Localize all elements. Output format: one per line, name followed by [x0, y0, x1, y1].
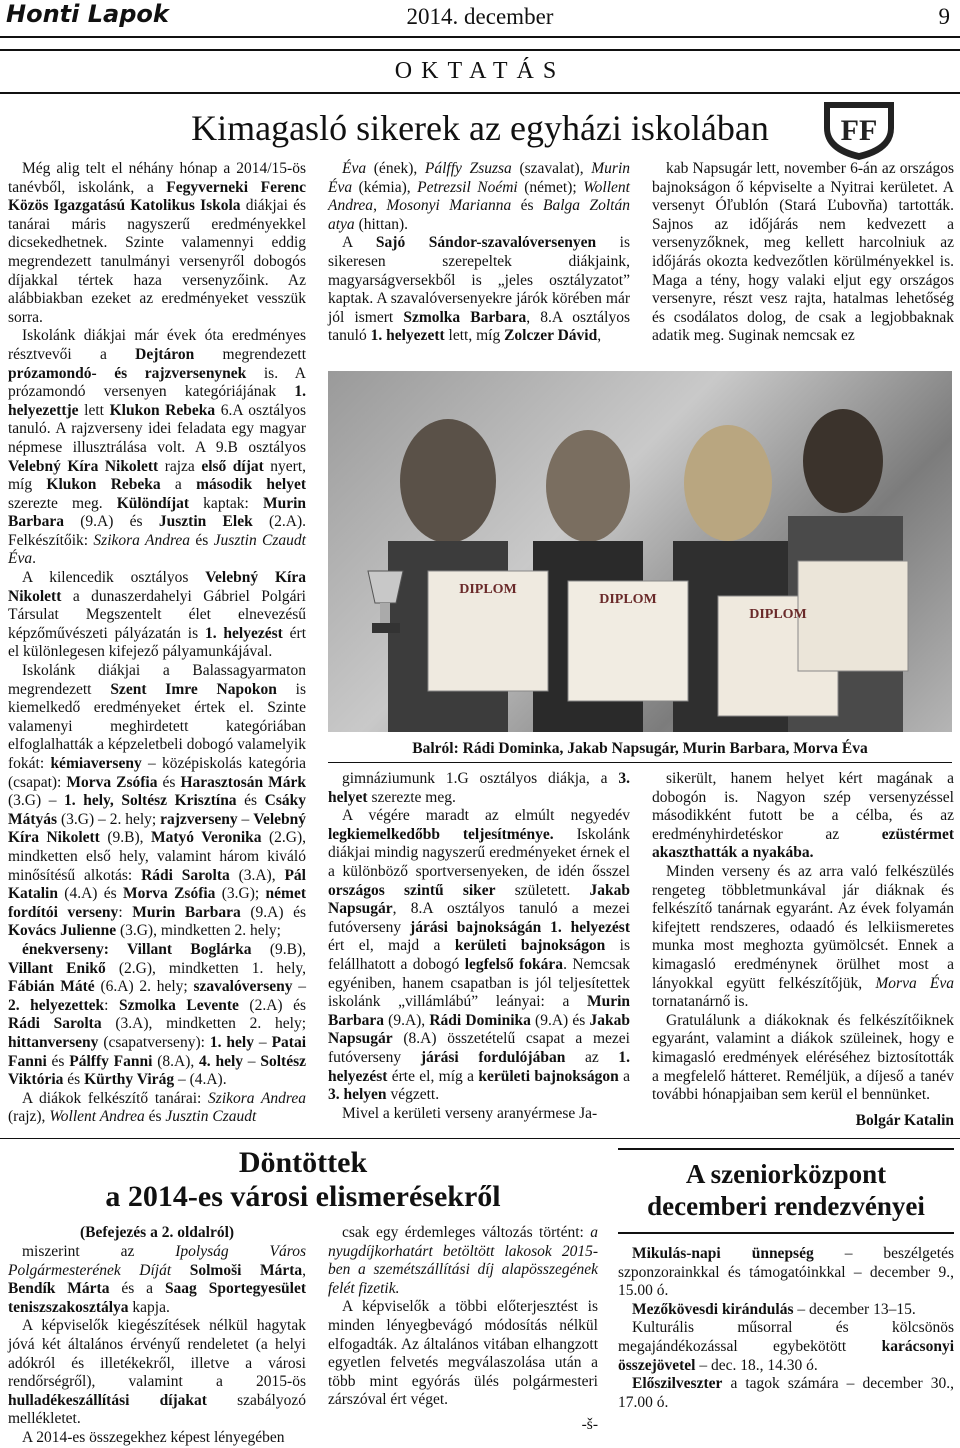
senior-events-list	[618, 1245, 954, 1412]
diploma-label: DIPLOM	[749, 607, 807, 622]
paragraph: A Sajó Sándor-szavalóversenyen is sikeresen szerepeltek diákjaink, magyarságversekből is „jeles osztályzatot” kaptak. A szavalóversenyekre járók körében már jól ismert Szmolka Barbara, 8.A osztályos tanuló 1. helyezett lett, míg Zolczer Dávid,	[328, 234, 630, 345]
senior-box-header	[618, 1148, 954, 1234]
paragraph: A képviselők kiegészítések nélkül hagytak jóvá két általános érvényű rendeletet (a helyi adókról és illetékekről, illetve a városi rendőrségről), valamint a 2015-ös hulladékeszállítási díjakat szabályozó mellékletet.	[8, 1317, 306, 1428]
diploma-label: DIPLOM	[599, 592, 657, 607]
article2-column-2	[328, 1224, 598, 1410]
group-photo	[328, 371, 952, 732]
section-rule-bottom	[0, 92, 960, 94]
article2-author-mark: -š-	[581, 1416, 598, 1433]
paragraph: A diákok felkészítő tanárai: Szikora Andrea (rajz), Wollent Andrea és Jusztin Czaudt	[8, 1089, 306, 1126]
paragraph: A végére maradt az elmúlt negyedév legkiemelkedőbb teljesítménye. Iskolánk diákjai mindig nagyszerű eredményeket érnek el a különböző sportversenyeken, de idén ősszel országos szintű siker született. Jakab Napsugár, 8.A osztályos tanuló a mezei futóverseny járási bajnokságán 1. helyezést ért el, majd a kerületi bajnokságon is felállhatott a dobogó legfelső fokára. Nemcsak egyéniben, hanem csapatban is jól teljesítettek iskolánk „villámlábú” leányai: a Murin Barbara (9.A), Rádi Dominika (9.A) és Jakab Napsugár (8.A) összetételű csapat a mezei futóverseny járási fordulójában az 1. helyezést érte el, míg a kerületi bajnokságon a 3. helyen végzett.	[328, 807, 630, 1104]
diploma-label: DIPLOM	[459, 582, 517, 597]
paragraph: Éva (ének), Pálffy Zsuzsa (szavalat), Murin Éva (kémia), Petrezsil Noémi (német); Wollent Andrea, Mosonyi Marianna és Balga Zoltán atya (hittan).	[328, 160, 630, 233]
paragraph: Mikulás-napi ünnepség – beszélgetés szponzorainkkal és támogatóinkkal – december 9., 15.00 ó.	[618, 1245, 955, 1300]
article-column-3-top	[652, 160, 954, 346]
paragraph: csak egy érdemleges változás történt: a nyugdíjkorhatárt betöltött lakosok 2015-ben a szemétszállítási díj alapösszegének felét fizetik.	[328, 1224, 598, 1297]
article-column-1	[8, 160, 306, 1127]
article2-title-line2: a 2014-es városi elismerésekről	[105, 1180, 501, 1213]
photo-caption: Balról: Rádi Dominka, Jakab Napsugár, Murin Barbara, Morva Éva	[412, 740, 868, 757]
paragraph: A kilencedik osztályos Velebný Kíra Nikolett a dunaszerdahelyi Gábriel Polgári Társulat Megszentelt élet elnevezésű képzőművészeti pályázatán is 1. helyezést ért el különlegesen kifejező pályamunkájával.	[8, 569, 306, 661]
article2-title-line1: Döntöttek	[238, 1146, 368, 1179]
paragraph: Kulturális műsorral és kölcsönös megajándékozással egybekötött karácsonyi összejövetel – dec. 18., 14.30 ó.	[618, 1319, 954, 1374]
bottom-section-rule	[0, 1138, 960, 1139]
paragraph: Előszilveszter a tagok számára – december 30., 17.00 ó.	[618, 1375, 954, 1411]
paragraph: A 2014-es összegekhez képest lényegében	[22, 1428, 285, 1446]
article2-continuation-note: (Befejezés a 2. oldalról)	[79, 1224, 235, 1241]
paragraph: Mezőkövesdi kirándulás – december 13–15.	[632, 1300, 916, 1318]
paragraph: sikerült, hanem helyet kért magának a dobogón is. Nagyon szép versenyzéssel másodikként futott be a célba, és az eredményhirdetéskor az ezüstérmet akaszthatták a nyakába.	[652, 770, 954, 862]
paragraph: Iskolánk diákjai már évek óta eredményes résztvevői a Dejtáron megrendezett prózamondó- és rajzversenynek is. A prózamondó versenyen kategóriájának 1. helyezettje lett Klukon Rebeka 6.A osztályos tanuló. A rajzverseny idei feladata egy magyar népmese illusztrálása volt. A 9.B osztályos Velebný Kíra Nikolett rajza első díjat nyert, míg Klukon Rebeka a második helyet szerezte meg. Különdíjat kaptak: Murin Barbara (9.A) és Jusztin Elek (2.A). Felkészítőik: Szikora Andrea és Jusztin Czaudt Éva.	[8, 327, 307, 568]
header-rule	[0, 36, 960, 38]
author-signature: Bolgár Katalin	[855, 1112, 954, 1129]
paragraph: Gratulálunk a diákoknak és felkészítőiknek egyaránt, valamint a diákok szüleinek, hogy e kimagasló eredmények eléréséhez biztosították a megfelelő hátteret. Reméljük, a díjeső a tanév további hónapjaiban sem kerül el bennünket.	[652, 1011, 954, 1104]
paragraph: énekverseny: Villant Boglárka (9.B), Villant Enikő (2.G), mindketten 1. hely, Fábián Máté (6.A) 2. hely; szavalóverseny – 2. helyezettek: Szmolka Levente (2.A) és Rádi Sarolta (3.A), mindketten 2. hely; hittanverseny (csapatverseny): 1. hely – Patai Fanni és Pálffy Fanni (8.A), 4. hely – Soltész Viktória és Kürthy Virág – (4.A).	[8, 940, 307, 1089]
senior-title-line2: decemberi rendezvényei	[647, 1191, 925, 1221]
paragraph: miszerint az Ipolyság Város Polgármesterének Díját Solmoši Márta, Bendík Márta és a Saag Sportegyesület teniszszakosztálya kapja.	[8, 1243, 306, 1316]
paragraph: Minden verseny és az arra való felkészülés rengeteg többletmunkával jár diáknak és felkészítő tanárnak egyaránt. Az évek folyamán kifejtett rendszeres, odaadó és lelkiismeretes munka most meghozta gyümölcsét. Ennek a kimagasló eredménynek örülhet most a lányokkal együtt felkészítőjük, Morva Éva tornatanárnő is.	[652, 862, 954, 1011]
article-column-2-bottom	[328, 770, 630, 1123]
logo-lettering: FF	[840, 114, 878, 147]
article-column-2-top	[328, 160, 630, 346]
paragraph: kab Napsugár lett, november 6-án az országos bajnokságon ő képviselte a Nyitrai kerületet. A versenyt Óľublón (Stará Ľubovňa) tartották. Sajnos az időjárás nem kedvezett a versenyzőknek, meg kellett harcolniuk az időjárás okozta kedvezőtlen körülményekkel is. Maga a tény, hogy valaki eljut egy országos versenyre, részt vesz rajta, hatalmas lehetőség és csodálatos dolog, de csak a legjobbaknak adatik meg. Suginak nemcsak ez	[652, 160, 954, 345]
article2-column-1	[8, 1243, 306, 1448]
section-title: OKTATÁS	[394, 58, 566, 84]
paragraph: Mivel a kerületi verseny aranyérmese Ja-	[342, 1104, 598, 1122]
section-rule-top	[0, 49, 960, 51]
issue-date: 2014. december	[406, 4, 554, 29]
senior-title-line1: A szeniorközpont	[685, 1159, 887, 1189]
paragraph: Még alig telt el néhány hónap a 2014/15-ös tanévből, iskolánk, a Fegyverneki Ferenc Közös Igazgatású Katolikus Iskola diákjai és tanárai máris nagyszerű eredményekkel dicsekedhetnek. Szinte valamennyi eddig megrendezett tanulmányi versenyről dobogós díjakkal tértek haza versenyzőink. Az alábbiakban ezeket az eredményeket vesszük sorra.	[8, 160, 306, 326]
school-logo	[820, 98, 898, 162]
caption-rule	[328, 762, 952, 763]
newspaper-name: Honti Lapok	[6, 0, 169, 28]
paragraph: gimnáziumunk 1.G osztályos diákja, a 3. helyet szerezte meg.	[328, 770, 630, 806]
article-headline: Kimagasló sikerek az egyházi iskolában	[191, 108, 769, 148]
article-column-3-bottom	[652, 770, 954, 1105]
paragraph: A képviselők a többi előterjesztést is minden lényegbevágó módosítás nélkül elfogadták. Az általános vitában elhangzott egyetlen felvetés megválaszolása után a több mint egyórás ülés polgármesteri zárszóval ért véget.	[328, 1298, 598, 1409]
paragraph: Iskolánk diákjai a Balassagyarmaton megrendezett Szent Imre Napokon is kiemelkedő eredményeket értek el. Szinte valamenyi meghirdetett kategóriában elfoglalhatták a képzeletbeli dobogó valamelyik fokát: kémiaverseny – középiskolás kategória (csapat): Morva Zsófia és Harasztosán Márk (3.G) – 1. hely, Soltész Krisztína és Csáky Mátyás (3.G) – 2. hely; rajzverseny – Velebný Kíra Nikolett (9.B), Matyó Veronika (2.G), mindketten első hely, valamint három kiváló minősítésű alkotás: Rádi Sarolta (3.A), Pál Katalin (4.A) és Morva Zsófia (3.G); német fordítói verseny: Murin Barbara (9.A) és Kovács Julienne (3.G), mindketten 2. hely;	[8, 662, 307, 940]
page-number: 9	[938, 4, 950, 29]
